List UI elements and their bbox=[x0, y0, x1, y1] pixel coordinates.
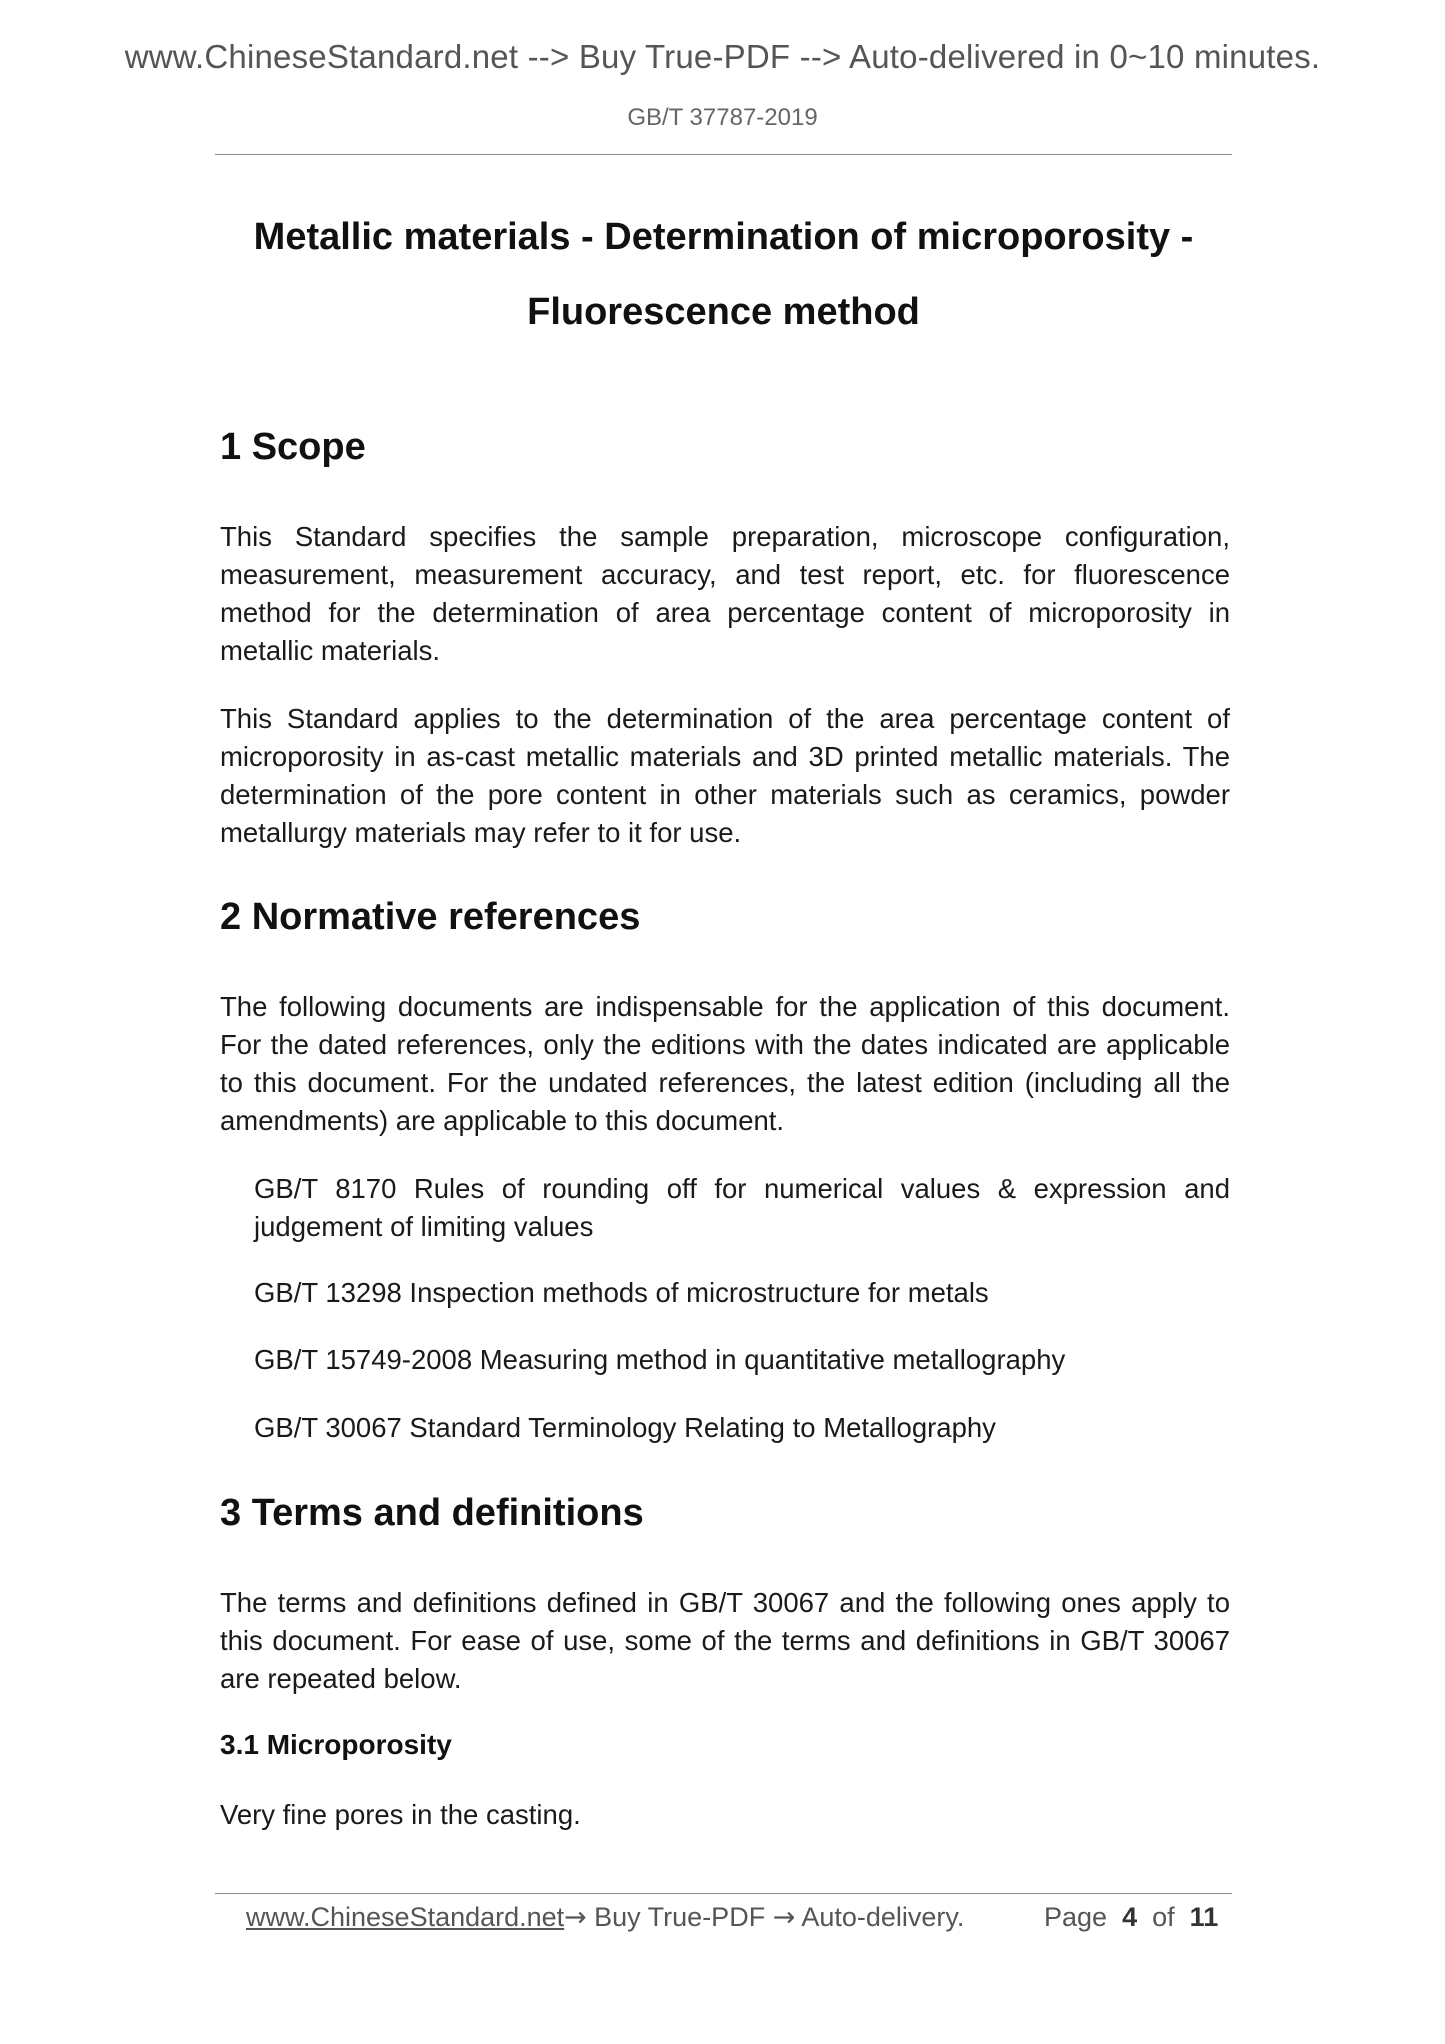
section-scope-heading: 1 Scope bbox=[220, 426, 366, 468]
reference-item: GB/T 8170 Rules of rounding off for numerical values & expression and judgement of limiting values bbox=[254, 1173, 1230, 1242]
arrow-right-icon: → bbox=[564, 1902, 587, 1933]
arrow-right-icon: → bbox=[772, 1902, 796, 1933]
page-title-line-2: Fluorescence method bbox=[527, 291, 920, 333]
term-microporosity-heading: 3.1 Microporosity bbox=[220, 1729, 452, 1760]
page-indicator bbox=[1044, 1902, 1218, 1933]
footer-buy-delivery bbox=[564, 1902, 964, 1933]
footer-site-link[interactable]: www.ChineseStandard.net bbox=[246, 1902, 565, 1932]
terms-intro-paragraph: The terms and definitions defined in GB/T 30067 and the following ones apply to this document. For ease of use, some of the terms and definitions in GB/T 30067 are repeated below. bbox=[220, 1587, 1230, 1694]
page-of-label: of bbox=[1152, 1902, 1175, 1932]
top-banner: www.ChineseStandard.net --> Buy True-PDF --> Auto-delivered in 0~10 minutes. bbox=[124, 38, 1321, 75]
page-total: 11 bbox=[1189, 1902, 1219, 1932]
reference-item: GB/T 30067 Standard Terminology Relating to Metallography bbox=[254, 1412, 996, 1443]
reference-item: GB/T 13298 Inspection methods of microstructure for metals bbox=[254, 1277, 989, 1308]
page-current: 4 bbox=[1122, 1902, 1138, 1932]
term-microporosity-definition: Very fine pores in the casting. bbox=[220, 1799, 581, 1830]
page-label: Page bbox=[1044, 1902, 1108, 1932]
scope-paragraph-2: This Standard applies to the determination of the area percentage content of microporosity in as-cast metallic materials and 3D printed metallic materials. The determination of the pore content in other materials such as ceramics, powder metallurgy materials may refer to it for use. bbox=[220, 703, 1230, 848]
header-divider bbox=[215, 154, 1232, 155]
section-terms-heading: 3 Terms and definitions bbox=[220, 1492, 644, 1534]
document-id: GB/T 37787-2019 bbox=[627, 104, 818, 131]
reference-item: GB/T 15749-2008 Measuring method in quantitative metallography bbox=[254, 1344, 1066, 1375]
section-normative-heading: 2 Normative references bbox=[220, 896, 641, 938]
scope-paragraph-1: This Standard specifies the sample preparation, microscope configuration, measurement, measurement accuracy, and test report, etc. for fluorescence method for the determination of area percentage content of microporosity in metallic materials. bbox=[220, 521, 1230, 666]
footer-delivery-text: Auto-delivery. bbox=[801, 1902, 965, 1932]
footer-divider bbox=[215, 1893, 1232, 1894]
normative-intro-paragraph: The following documents are indispensable for the application of this document. For the dated references, only the editions with the dates indicated are applicable to this document. For the undated references, the latest edition (including all the amendments) are applicable to this document. bbox=[220, 991, 1230, 1136]
page-title-line-1: Metallic materials - Determination of microporosity - bbox=[253, 216, 1194, 258]
footer bbox=[246, 1902, 1219, 1942]
footer-buy-text: Buy True-PDF bbox=[594, 1902, 766, 1932]
